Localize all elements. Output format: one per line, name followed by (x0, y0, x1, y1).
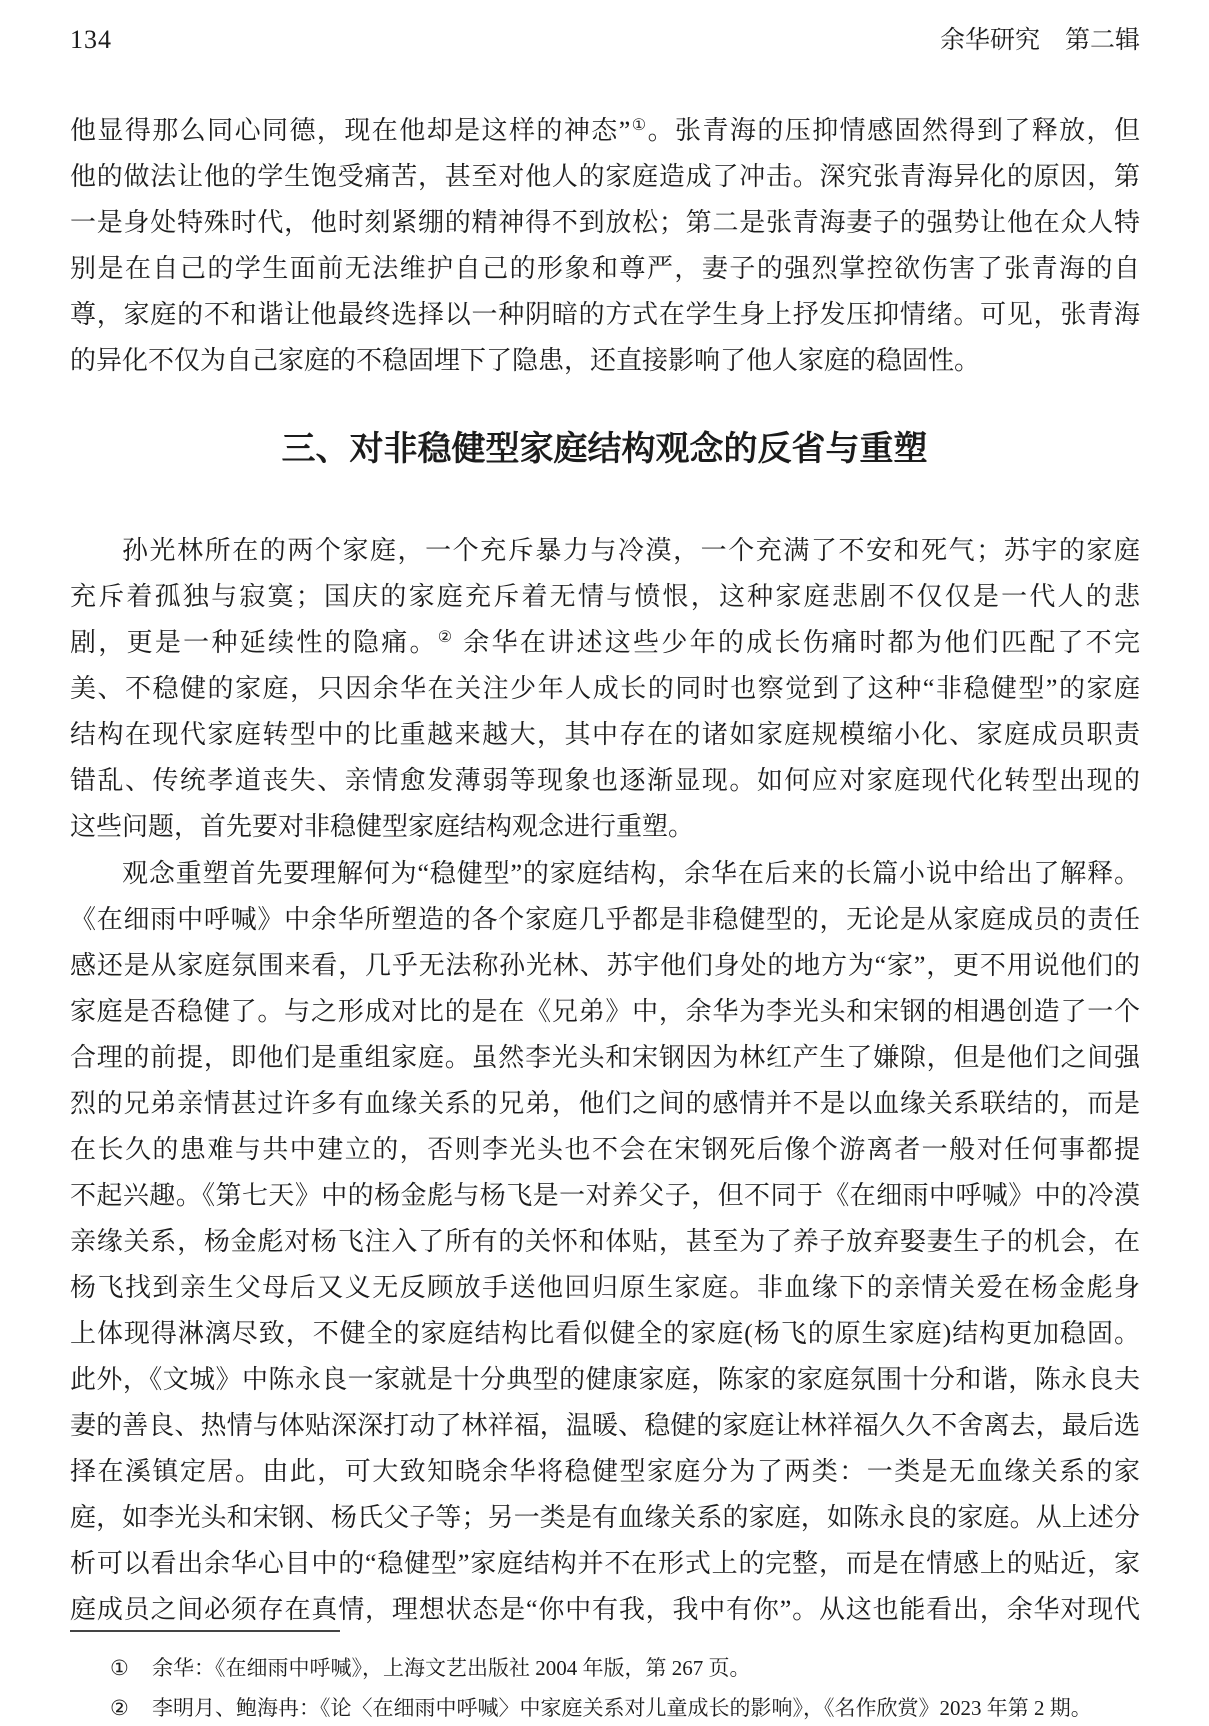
text-line: 一是身处特殊时代，他时刻紧绷的精神得不到放松；第二是张青海妻子的强势让他在众人特 (70, 208, 1140, 237)
text-line: 美、不稳健的家庭，只因余华在关注少年人成长的同时也察觉到了这种“非稳健型”的家庭 (70, 674, 1140, 703)
paragraph-2 (70, 528, 1140, 850)
text-line: 结构在现代家庭转型中的比重越来越大，其中存在的诸如家庭规模缩小化、家庭成员职责 (70, 720, 1140, 749)
text-line: 他的做法让他的学生饱受痛苦，甚至对他人的家庭造成了冲击。深究张青海异化的原因，第 (70, 162, 1140, 191)
text-line: 这些问题，首先要对非稳健型家庭结构观念进行重塑。 (70, 812, 695, 841)
footnote-item (70, 1648, 1140, 1688)
text-line: 错乱、传统孝道丧失、亲情愈发薄弱等现象也逐渐显现。如何应对家庭现代化转型出现的 (70, 766, 1140, 795)
section-heading: 三、对非稳健型家庭结构观念的反省与重塑 (281, 431, 928, 468)
text-line: 亲缘关系，杨金彪对杨飞注入了所有的关怀和体贴，甚至为了养子放弃娶妻生子的机会，在 (70, 1227, 1140, 1256)
footnote-separator-rule (70, 1630, 340, 1632)
footnote-marker: ② (110, 1696, 129, 1720)
text-line: 合理的前提，即他们是重组家庭。虽然李光头和宋钢因为林红产生了嫌隙，但是他们之间强 (70, 1043, 1140, 1072)
paragraph-1 (70, 108, 1140, 384)
footnote-marker: ① (110, 1656, 129, 1680)
text-line: 析可以看出余华心目中的“稳健型”家庭结构并不在形式上的完整，而是在情感上的贴近，家 (70, 1549, 1140, 1578)
text-line: 观念重塑首先要理解何为“稳健型”的家庭结构，余华在后来的长篇小说中给出了解释。 (122, 859, 1140, 888)
page-number: 134 (70, 25, 112, 54)
text-line: 别是在自己的学生面前无法维护自己的形象和尊严，妻子的强烈掌控欲伤害了张青海的自 (70, 254, 1140, 283)
text-line: 充斥着孤独与寂寞；国庆的家庭充斥着无情与愤恨，这种家庭悲剧不仅仅是一代人的悲 (70, 582, 1140, 611)
footnote-text: 余华：《在细雨中呼喊》，上海文艺出版社 2004 年版，第 267 页。 (152, 1656, 751, 1680)
text-line: 在长久的患难与共中建立的，否则李光头也不会在宋钢死后像个游离者一般对任何事都提 (70, 1135, 1140, 1164)
footnotes (70, 1648, 1140, 1726)
text-line: 杨飞找到亲生父母后又义无反顾放手送他回归原生家庭。非血缘下的亲情关爱在杨金彪身 (70, 1273, 1140, 1302)
text-line: 剧，更是一种延续性的隐痛。② 余华在讲述这些少年的成长伤痛时都为他们匹配了不完 (70, 628, 1140, 657)
text-line: 上体现得淋漓尽致，不健全的家庭结构比看似健全的家庭(杨飞的原生家庭)结构更加稳固。 (70, 1319, 1140, 1348)
text-line: 庭，如李光头和宋钢、杨氏父子等；另一类是有血缘关系的家庭，如陈永良的家庭。从上述分 (70, 1503, 1140, 1532)
running-head (70, 20, 1140, 56)
text-line: 的异化不仅为自己家庭的不稳固埋下了隐患，还直接影响了他人家庭的稳固性。 (70, 346, 981, 375)
footnote-text: 李明月、鲍海冉：《论〈在细雨中呼喊〉中家庭关系对儿童成长的影响》，《名作欣赏》2023 年第 2 期。 (152, 1696, 1092, 1720)
text-line: 不起兴趣。《第七天》中的杨金彪与杨飞是一对养父子，但不同于《在细雨中呼喊》中的冷漠 (70, 1181, 1140, 1210)
text-line: 孙光林所在的两个家庭，一个充斥暴力与冷漠，一个充满了不安和死气；苏宇的家庭 (122, 536, 1140, 565)
paragraph-3 (70, 851, 1140, 1633)
text-line: 感还是从家庭氛围来看，几乎无法称孙光林、苏宇他们身处的地方为“家”，更不用说他们的 (70, 951, 1140, 980)
text-line: 他显得那么同心同德，现在他却是这样的神态”①。张青海的压抑情感固然得到了释放，但 (70, 116, 1140, 145)
footnote-reference-mark: ① (630, 117, 648, 135)
text-line: 妻的善良、热情与体贴深深打动了林祥福，温暖、稳健的家庭让林祥福久久不舍离去，最后选 (70, 1411, 1140, 1440)
text-line: 此外，《文城》中陈永良一家就是十分典型的健康家庭，陈家的家庭氛围十分和谐，陈永良夫 (70, 1365, 1140, 1394)
text-line: 尊，家庭的不和谐让他最终选择以一种阴暗的方式在学生身上抒发压抑情绪。可见，张青海 (70, 300, 1140, 329)
text-line: 烈的兄弟亲情甚过许多有血缘关系的兄弟，他们之间的感情并不是以血缘关系联结的，而是 (70, 1089, 1140, 1118)
text-line: 家庭是否稳健了。与之形成对比的是在《兄弟》中，余华为李光头和宋钢的相遇创造了一个 (70, 997, 1140, 1026)
running-head-title: 余华研究 第二辑 (939, 27, 1140, 54)
footnote-reference-mark: ② (437, 629, 455, 647)
footnote-item (70, 1688, 1140, 1726)
text-line: 庭成员之间必须存在真情，理想状态是“你中有我，我中有你”。从这也能看出，余华对现代 (70, 1595, 1140, 1624)
text-line: 择在溪镇定居。由此，可大致知晓余华将稳健型家庭分为了两类：一类是无血缘关系的家 (70, 1457, 1140, 1486)
text-line: 《在细雨中呼喊》中余华所塑造的各个家庭几乎都是非稳健型的，无论是从家庭成员的责任 (70, 905, 1140, 934)
